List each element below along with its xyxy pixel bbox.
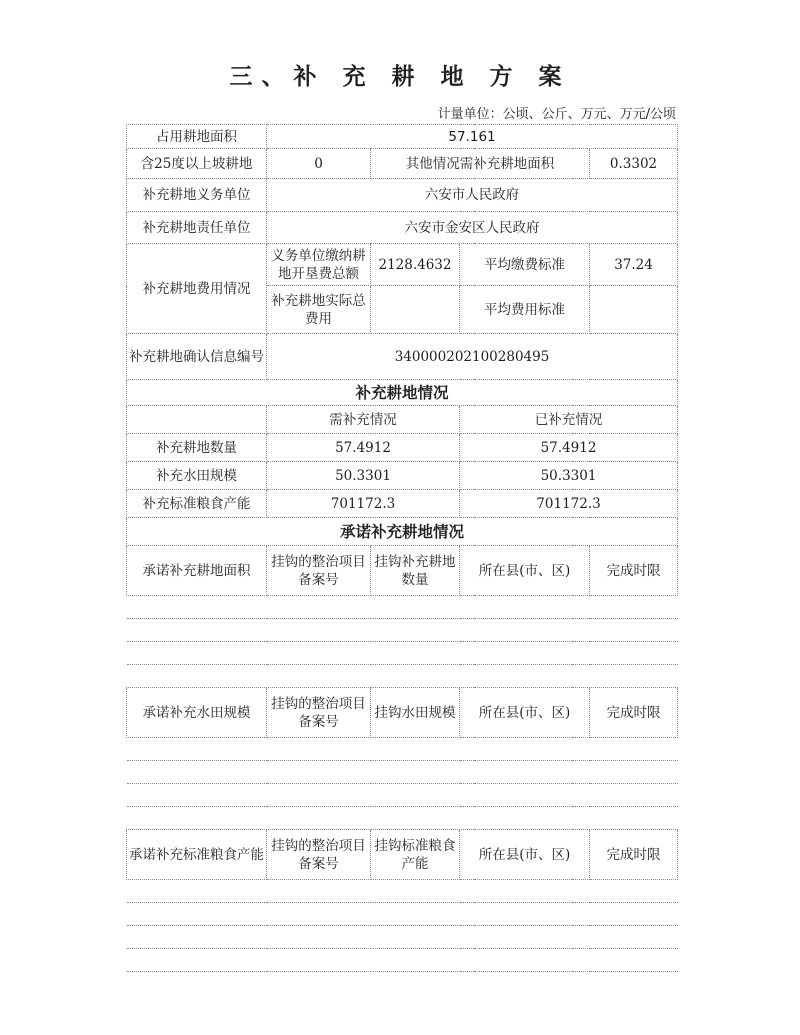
required-value: 50.3301 bbox=[267, 462, 460, 490]
supplement-heading: 补充耕地情况 bbox=[127, 380, 678, 406]
done-value: 50.3301 bbox=[460, 462, 678, 490]
project-record-header: 挂钩的整治项目备案号 bbox=[267, 830, 371, 880]
fee-total-value: 2128.4632 bbox=[371, 244, 460, 286]
deadline-header: 完成时限 bbox=[590, 830, 678, 880]
responsible-unit-value: 六安市金安区人民政府 bbox=[267, 212, 678, 244]
done-column-header: 已补充情况 bbox=[460, 406, 678, 434]
blank-row bbox=[127, 949, 678, 972]
avg-cost-value bbox=[590, 286, 678, 334]
actual-cost-label: 补充耕地实际总费用 bbox=[267, 286, 371, 334]
linked-area-header: 挂钩补充耕地数量 bbox=[371, 546, 460, 596]
obligation-unit-label: 补充耕地义务单位 bbox=[127, 179, 267, 212]
county-header: 所在县(市、区) bbox=[460, 546, 590, 596]
confirm-number-value: 340000202100280495 bbox=[267, 334, 678, 380]
blank-row bbox=[127, 738, 678, 761]
county-header: 所在县(市、区) bbox=[460, 830, 590, 880]
supplement-plan-table bbox=[126, 124, 678, 972]
avg-fee-label: 平均缴费标准 bbox=[460, 244, 590, 286]
promise-area-label: 承诺补充耕地面积 bbox=[127, 546, 267, 596]
blank-row bbox=[127, 807, 678, 830]
linked-grain-header: 挂钩标准粮食产能 bbox=[371, 830, 460, 880]
slope-label: 含25度以上坡耕地 bbox=[127, 149, 267, 179]
cost-label: 补充耕地费用情况 bbox=[127, 244, 267, 334]
blank-row bbox=[127, 926, 678, 949]
supplement-row-label: 补充标准粮食产能 bbox=[127, 490, 267, 518]
header-blank-cell bbox=[127, 406, 267, 434]
linked-paddy-header: 挂钩水田规模 bbox=[371, 688, 460, 738]
project-record-header: 挂钩的整治项目备案号 bbox=[267, 688, 371, 738]
avg-cost-label: 平均费用标准 bbox=[460, 286, 590, 334]
county-header: 所在县(市、区) bbox=[460, 688, 590, 738]
blank-row bbox=[127, 761, 678, 784]
avg-fee-value: 37.24 bbox=[590, 244, 678, 286]
slope-value: 0 bbox=[267, 149, 371, 179]
blank-row bbox=[127, 642, 678, 665]
occupied-area-label: 占用耕地面积 bbox=[127, 125, 267, 149]
done-value: 57.4912 bbox=[460, 434, 678, 462]
unit-note: 计量单位：公顷、公斤、万元、万元/公顷 bbox=[437, 107, 676, 122]
occupied-area-value: 57.161 bbox=[267, 125, 678, 149]
fee-total-label: 义务单位缴纳耕地开垦费总额 bbox=[267, 244, 371, 286]
actual-cost-value bbox=[371, 286, 460, 334]
promise-paddy-label: 承诺补充水田规模 bbox=[127, 688, 267, 738]
blank-row bbox=[127, 619, 678, 642]
blank-row bbox=[127, 784, 678, 807]
blank-row bbox=[127, 903, 678, 926]
required-value: 57.4912 bbox=[267, 434, 460, 462]
obligation-unit-value: 六安市人民政府 bbox=[267, 179, 678, 212]
required-column-header: 需补充情况 bbox=[267, 406, 460, 434]
other-area-label: 其他情况需补充耕地面积 bbox=[371, 149, 590, 179]
document-title: 三、补 充 耕 地 方 案 bbox=[229, 64, 571, 90]
promise-grain-label: 承诺补充标准粮食产能 bbox=[127, 830, 267, 880]
supplement-row-label: 补充水田规模 bbox=[127, 462, 267, 490]
done-value: 701172.3 bbox=[460, 490, 678, 518]
deadline-header: 完成时限 bbox=[590, 546, 678, 596]
promise-heading: 承诺补充耕地情况 bbox=[127, 518, 678, 546]
required-value: 701172.3 bbox=[267, 490, 460, 518]
responsible-unit-label: 补充耕地责任单位 bbox=[127, 212, 267, 244]
supplement-row-label: 补充耕地数量 bbox=[127, 434, 267, 462]
blank-row bbox=[127, 596, 678, 619]
blank-row bbox=[127, 880, 678, 903]
other-area-value: 0.3302 bbox=[590, 149, 678, 179]
blank-row bbox=[127, 665, 678, 688]
deadline-header: 完成时限 bbox=[590, 688, 678, 738]
project-record-header: 挂钩的整治项目备案号 bbox=[267, 546, 371, 596]
confirm-number-label: 补充耕地确认信息编号 bbox=[127, 334, 267, 380]
